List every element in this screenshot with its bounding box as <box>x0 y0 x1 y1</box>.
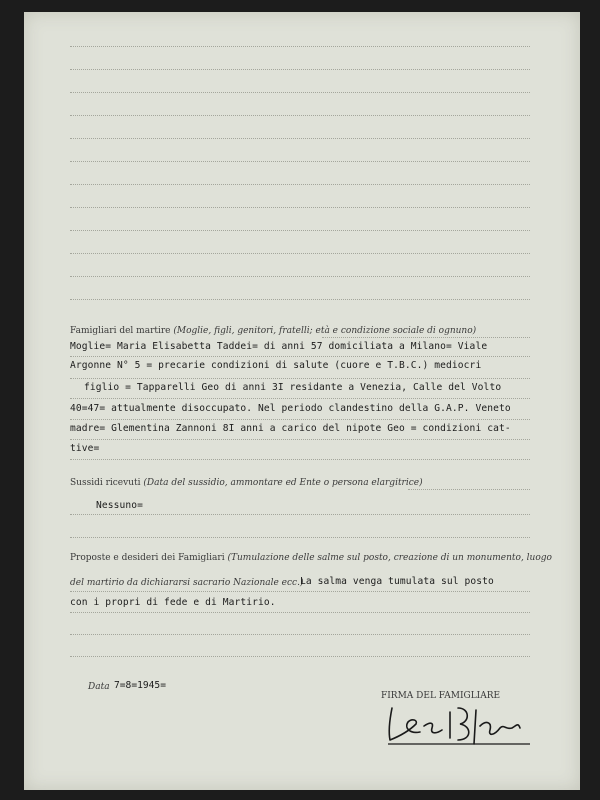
ruled-line <box>70 537 530 538</box>
ruled-line <box>70 514 530 515</box>
data-label: Data <box>88 682 110 692</box>
signature-image <box>380 700 540 750</box>
famigliari-line-4: 40=47= attualmente disoccupato. Nel periodo clandestino della G.A.P. Veneto <box>70 403 511 414</box>
proposte-hint-2: del martirio da dichiararsi sacrario Nazionale ecc.) <box>70 578 304 588</box>
ruled-line <box>70 656 530 657</box>
ruled-line <box>70 161 530 162</box>
ruled-line <box>70 378 530 379</box>
firma-label: FIRMA DEL FAMIGLIARE <box>381 691 501 701</box>
famigliari-label: Famigliari del martire <box>70 326 171 336</box>
sussidi-heading <box>70 478 423 488</box>
famigliari-heading <box>70 326 476 336</box>
ruled-line <box>70 439 530 440</box>
sussidi-label: Sussidi ricevuti <box>70 478 141 488</box>
ruled-line <box>70 253 530 254</box>
famigliari-line-3: figlio = Tapparelli Geo di anni 3I residante a Venezia, Calle del Volto <box>84 382 502 393</box>
ruled-line <box>70 398 530 399</box>
proposte-heading <box>70 553 552 563</box>
data-value: 7=8=1945= <box>114 680 166 691</box>
ruled-line <box>70 69 530 70</box>
famigliari-line-2: Argonne N° 5 = precarie condizioni di salute (cuore e T.B.C.) mediocri <box>70 360 482 371</box>
proposte-hint-row-2 <box>70 578 303 588</box>
ruled-line <box>70 276 530 277</box>
ruled-line <box>70 419 530 420</box>
ruled-line <box>70 92 530 93</box>
ruled-line <box>70 634 530 635</box>
ruled-line <box>70 459 530 460</box>
ruled-line <box>70 207 530 208</box>
famigliari-line-6: tive= <box>70 443 100 454</box>
proposte-label: Proposte e desideri dei Famigliari <box>70 553 225 563</box>
ruled-line <box>70 591 530 592</box>
proposte-value-2: con i propri di fede e di Martirio. <box>70 597 276 608</box>
ruled-line <box>70 115 530 116</box>
ruled-line <box>322 337 530 338</box>
ruled-line <box>408 489 530 490</box>
sussidi-value: Nessuno= <box>96 500 144 511</box>
ruled-line <box>70 230 530 231</box>
ruled-line <box>70 46 530 47</box>
ruled-line <box>70 138 530 139</box>
ruled-line <box>70 184 530 185</box>
document-page <box>24 12 580 790</box>
proposte-value-1: La salma venga tumulata sul posto <box>300 576 494 587</box>
famigliari-line-5: madre= Glementina Zannoni 8I anni a carico del nipote Geo = condizioni cat- <box>70 423 511 434</box>
famigliari-hint: (Moglie, figli, genitori, fratelli; età e condizione sociale di ognuno) <box>173 326 477 336</box>
famigliari-line-1: Moglie= Maria Elisabetta Taddei= di anni 57 domiciliata a Milano= Viale <box>70 341 488 352</box>
sussidi-hint: (Data del sussidio, ammontare ed Ente o persona elargitrice) <box>143 478 423 488</box>
ruled-line <box>70 299 530 300</box>
ruled-line <box>70 612 530 613</box>
proposte-hint-1: (Tumulazione delle salme sul posto, creazione di un monumento, luogo <box>227 553 552 563</box>
ruled-line <box>70 356 530 357</box>
